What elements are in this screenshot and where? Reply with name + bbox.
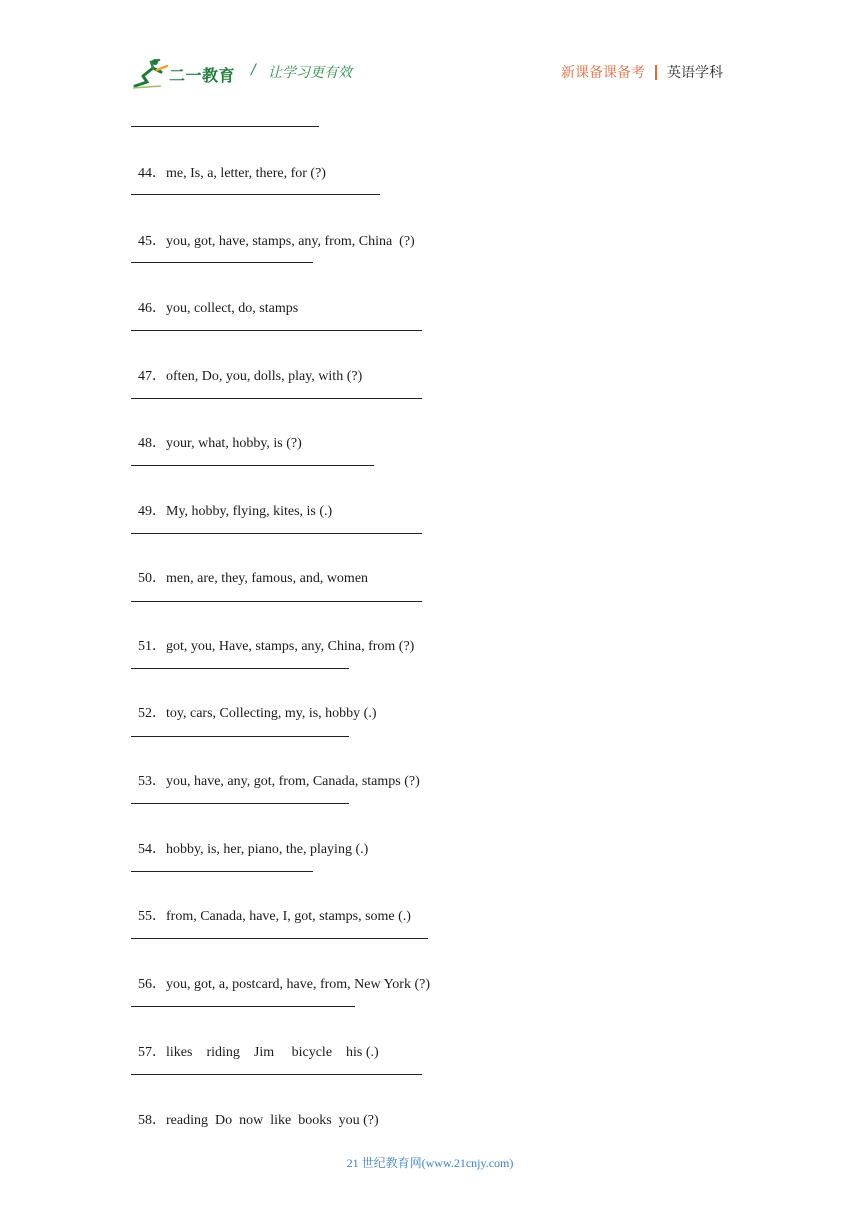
question-words: you, got, have, stamps, any, from, China (?) xyxy=(166,234,415,249)
question-item xyxy=(131,214,415,250)
question-number: 47． xyxy=(138,369,166,384)
answer-line[interactable] xyxy=(131,465,374,466)
question-number: 45． xyxy=(138,234,166,249)
answer-line[interactable] xyxy=(131,330,422,331)
question-item xyxy=(131,1093,379,1129)
header-divider xyxy=(655,65,657,80)
question-item xyxy=(131,484,332,520)
subject-label: 英语学科 xyxy=(667,65,723,81)
question-number: 49． xyxy=(138,504,166,519)
question-number: 56． xyxy=(138,977,166,992)
question-item xyxy=(131,822,368,858)
question-number: 48． xyxy=(138,436,166,451)
question-number: 53． xyxy=(138,774,166,789)
question-words: reading Do now like books you (?) xyxy=(166,1113,379,1128)
question-item xyxy=(131,349,362,385)
slogan-separator: / xyxy=(251,62,256,78)
running-figure-icon xyxy=(131,56,171,90)
question-words: My, hobby, flying, kites, is (.) xyxy=(166,504,333,519)
question-words: your, what, hobby, is (?) xyxy=(166,436,302,451)
answer-line[interactable] xyxy=(131,262,313,263)
logo-text: 二一教育 xyxy=(169,66,236,85)
brand-logo xyxy=(131,56,241,90)
question-number: 44． xyxy=(138,166,166,181)
question-number: 46． xyxy=(138,301,166,316)
question-words: often, Do, you, dolls, play, with (?) xyxy=(166,369,363,384)
answer-line[interactable] xyxy=(131,938,428,939)
question-item xyxy=(131,551,368,587)
answer-line[interactable] xyxy=(131,736,349,737)
question-item xyxy=(131,686,377,722)
question-number: 51． xyxy=(138,639,166,654)
question-item xyxy=(131,416,302,452)
answer-line[interactable] xyxy=(131,803,349,804)
question-words: you, got, a, postcard, have, from, New York (?) xyxy=(166,977,430,992)
question-item xyxy=(131,957,430,993)
question-number: 54． xyxy=(138,842,166,857)
exam-label: 新课备课备考 xyxy=(561,65,645,81)
header-right xyxy=(561,62,723,82)
page-footer: 21 世纪教育网(www.21cnjy.com) xyxy=(346,1156,514,1170)
question-item xyxy=(131,619,414,655)
question-item xyxy=(131,281,298,317)
question-number: 50． xyxy=(138,571,166,586)
question-item xyxy=(131,146,326,182)
question-words: hobby, is, her, piano, the, playing (.) xyxy=(166,842,369,857)
question-number: 55． xyxy=(138,909,166,924)
answer-line[interactable] xyxy=(131,533,422,534)
question-item xyxy=(131,889,411,925)
question-words: you, have, any, got, from, Canada, stamps (?) xyxy=(166,774,420,789)
question-item xyxy=(131,1025,379,1061)
question-number: 57． xyxy=(138,1045,166,1060)
answer-line[interactable] xyxy=(131,871,313,872)
question-words: me, Is, a, letter, there, for (?) xyxy=(166,166,326,181)
page-header xyxy=(0,0,860,100)
question-words: likes riding Jim bicycle his (.) xyxy=(166,1045,379,1060)
answer-line[interactable] xyxy=(131,398,422,399)
question-words: got, you, Have, stamps, any, China, from (?) xyxy=(166,639,415,654)
question-item xyxy=(131,754,420,790)
answer-line[interactable] xyxy=(131,601,422,602)
answer-line[interactable] xyxy=(131,1006,355,1007)
question-number: 52． xyxy=(138,706,166,721)
answer-line[interactable] xyxy=(131,126,319,127)
answer-line[interactable] xyxy=(131,1074,422,1075)
answer-line[interactable] xyxy=(131,194,380,195)
slogan: 让学习更有效 xyxy=(268,65,352,81)
question-words: from, Canada, have, I, got, stamps, some (.) xyxy=(166,909,411,924)
question-words: you, collect, do, stamps xyxy=(166,301,299,316)
question-words: toy, cars, Collecting, my, is, hobby (.) xyxy=(166,706,377,721)
question-words: men, are, they, famous, and, women xyxy=(166,571,369,586)
question-number: 58． xyxy=(138,1113,166,1128)
answer-line[interactable] xyxy=(131,668,349,669)
